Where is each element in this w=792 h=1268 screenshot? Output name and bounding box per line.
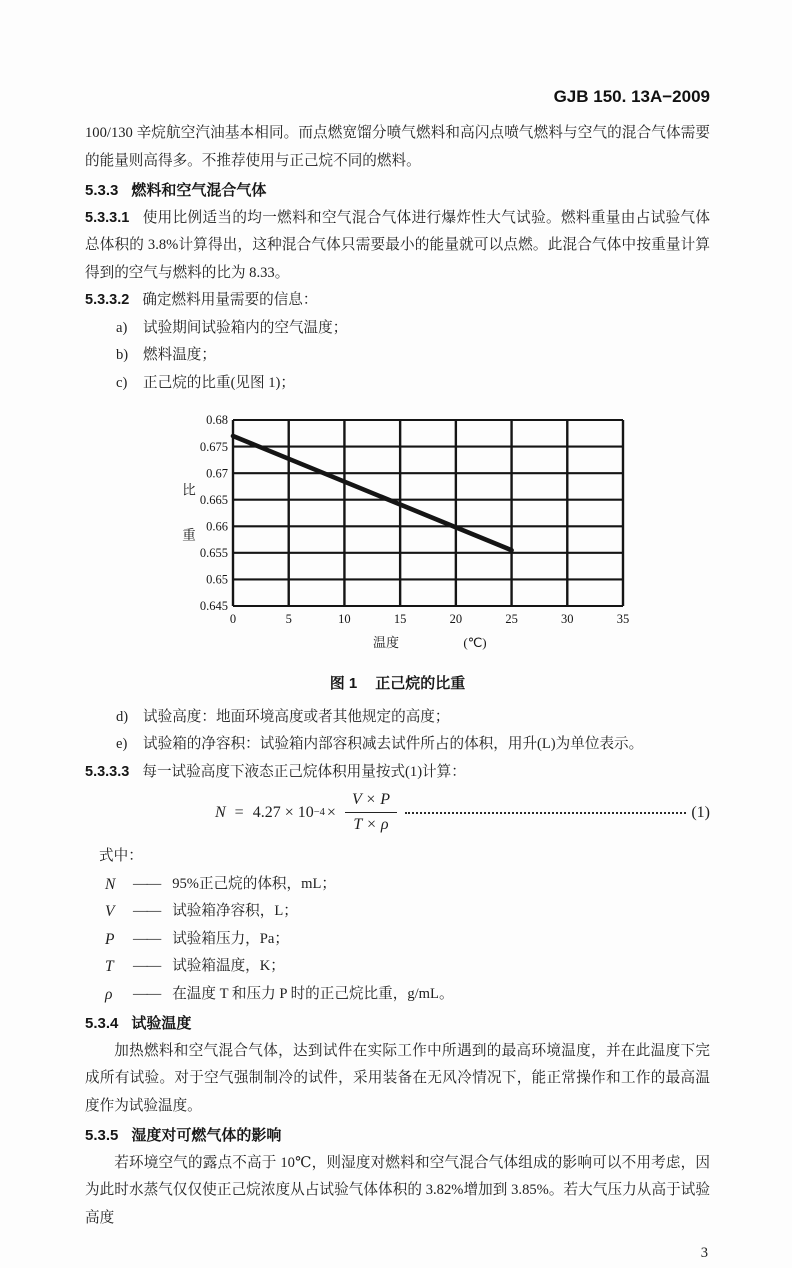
def-desc: 试验箱净容积，L； — [172, 903, 298, 919]
definition-row — [85, 871, 710, 899]
svg-text:0.66: 0.66 — [206, 519, 228, 534]
list-marker: d) — [116, 708, 129, 725]
svg-text:30: 30 — [561, 612, 574, 626]
list-item-text: 试验箱的净容积：试验箱内部容积减去试件所占的体积，用升(L)为单位表示。 — [143, 736, 644, 752]
paragraph-text: 使用比例适当的均一燃料和空气混合气体进行爆炸性大气试验。燃料重量由占试验气体总体积的 3.8%计算得出，这种混合气体只需要最小的能量就可以点燃。此混合气体中按重量计算得到的空气与燃料的比为 8.33。 — [85, 209, 710, 281]
svg-text:25: 25 — [505, 612, 518, 626]
def-dash: —— — [133, 875, 161, 892]
paragraph-text: 确定燃料用量需要的信息： — [142, 292, 318, 308]
svg-text:0.655: 0.655 — [199, 546, 228, 561]
paragraph-535: 若环境空气的露点不高于 10℃，则湿度对燃料和空气混合气体组成的影响可以不用考虑，因为此时水蒸气仅仅使正己烷浓度从占试验气体体积的 3.82%增加到 3.85%。若大气压力从高于试验高度 — [85, 1154, 710, 1226]
formula-equals: = — [234, 803, 244, 821]
section-heading-534 — [85, 1010, 710, 1038]
formula-fraction — [345, 790, 397, 835]
def-dash: —— — [133, 985, 161, 1002]
list-item-text: 正己烷的比重(见图 1)； — [143, 374, 296, 391]
fraction-numerator: V × P — [345, 790, 397, 813]
svg-text:0.67: 0.67 — [206, 466, 228, 481]
list-marker: a) — [116, 319, 128, 336]
definition-row — [85, 953, 710, 981]
figure-caption-title: 正己烷的比重 — [375, 675, 466, 692]
list-marker: b) — [116, 347, 129, 363]
def-symbol: N — [105, 875, 116, 893]
section-number: 5.3.5 — [85, 1127, 119, 1144]
figure1-caption — [85, 670, 710, 698]
section-heading-533 — [85, 177, 710, 205]
intro-paragraph: 100/130 辛烷航空汽油基本相同。而点燃宽馏分喷气燃料和高闪点喷气燃料与空气的混合气体需要的能量则高得多。不推荐使用与正己烷不同的燃料。 — [85, 125, 710, 169]
def-desc: 在温度 T 和压力 P 时的正己烷比重，g/mL。 — [172, 985, 454, 1002]
section-title: 试验温度 — [131, 1015, 192, 1032]
list-item-text: 试验高度：地面环境高度或者其他规定的高度； — [143, 708, 450, 725]
def-dash: —— — [133, 903, 161, 919]
formula-1 — [85, 790, 710, 835]
fraction-denominator: T × ρ — [353, 816, 389, 833]
svg-text:0.665: 0.665 — [199, 492, 228, 507]
svg-text:重: 重 — [182, 527, 196, 543]
list-item-d — [85, 704, 710, 732]
definition-row — [85, 898, 710, 926]
svg-text:15: 15 — [393, 612, 407, 626]
where-label: 式中： — [99, 848, 143, 864]
def-symbol: ρ — [105, 985, 113, 1003]
formula-exponent: −4 — [313, 806, 325, 818]
formula-coefficient: 4.27 × 10 — [252, 803, 314, 821]
svg-text:(℃): (℃) — [463, 635, 487, 650]
list-item-a — [85, 315, 710, 343]
def-desc: 试验箱压力，Pa； — [172, 930, 289, 947]
section-heading-535 — [85, 1122, 710, 1150]
list-item-e — [85, 731, 710, 759]
list-item-text: 燃料温度； — [143, 347, 216, 363]
section-number: 5.3.3.1 — [85, 209, 130, 226]
svg-text:0.65: 0.65 — [206, 572, 228, 587]
list-marker: e) — [116, 736, 128, 752]
figure1-chart-area — [175, 410, 710, 650]
figure1-chart — [175, 410, 633, 650]
def-dash: —— — [133, 958, 161, 974]
list-item-c — [85, 370, 710, 398]
paragraph-text: 每一试验高度下液态正己烷体积用量按式(1)计算： — [142, 763, 466, 780]
list-item-b — [85, 342, 710, 370]
definition-row — [85, 981, 710, 1009]
def-symbol: T — [105, 958, 114, 975]
section-title: 燃料和空气混合气体 — [131, 182, 267, 199]
formula-times: × — [326, 803, 336, 821]
page-number: 3 — [700, 1245, 708, 1261]
svg-text:温度: 温度 — [372, 635, 400, 650]
def-desc: 试验箱温度，K； — [172, 958, 285, 974]
def-symbol: V — [105, 903, 115, 920]
svg-text:35: 35 — [616, 612, 630, 626]
svg-text:比: 比 — [182, 482, 196, 498]
svg-text:0.645: 0.645 — [199, 599, 228, 614]
paragraph-5332 — [85, 287, 710, 315]
formula-lhs: N — [215, 803, 226, 821]
symbol-definitions — [85, 871, 710, 1009]
svg-text:0: 0 — [229, 612, 237, 626]
list-item-text: 试验期间试验箱内的空气温度； — [143, 319, 348, 336]
def-dash: —— — [133, 930, 161, 947]
formula-label: (1) — [691, 803, 710, 821]
svg-text:5: 5 — [285, 612, 292, 626]
svg-text:0.68: 0.68 — [206, 413, 228, 428]
section-number: 5.3.3 — [85, 182, 119, 199]
figure-caption-label: 图 1 — [329, 675, 358, 692]
dotted-leader — [405, 812, 686, 814]
def-desc: 95%正己烷的体积，mL； — [172, 875, 336, 892]
section-number: 5.3.3.2 — [85, 292, 130, 308]
paragraph-5331 — [85, 205, 710, 288]
section-number: 5.3.4 — [85, 1015, 119, 1032]
doc-code: GJB 150. 13A−2009 — [553, 87, 710, 106]
paragraph-534: 加热燃料和空气混合气体，达到试件在实际工作中所遇到的最高环境温度，并在此温度下完成所有试验。对于空气强制制冷的试件，采用装备在无风冷情况下，能正常操作和工作的最高温度作为试验温度。 — [85, 1042, 710, 1114]
svg-text:10: 10 — [338, 612, 351, 626]
svg-text:0.675: 0.675 — [199, 439, 228, 454]
paragraph-5333 — [85, 759, 710, 787]
list-marker: c) — [116, 374, 128, 391]
definition-row — [85, 926, 710, 954]
svg-text:20: 20 — [449, 612, 463, 626]
def-symbol: P — [105, 930, 115, 948]
section-number: 5.3.3.3 — [85, 763, 130, 780]
section-title: 湿度对可燃气体的影响 — [131, 1127, 282, 1144]
